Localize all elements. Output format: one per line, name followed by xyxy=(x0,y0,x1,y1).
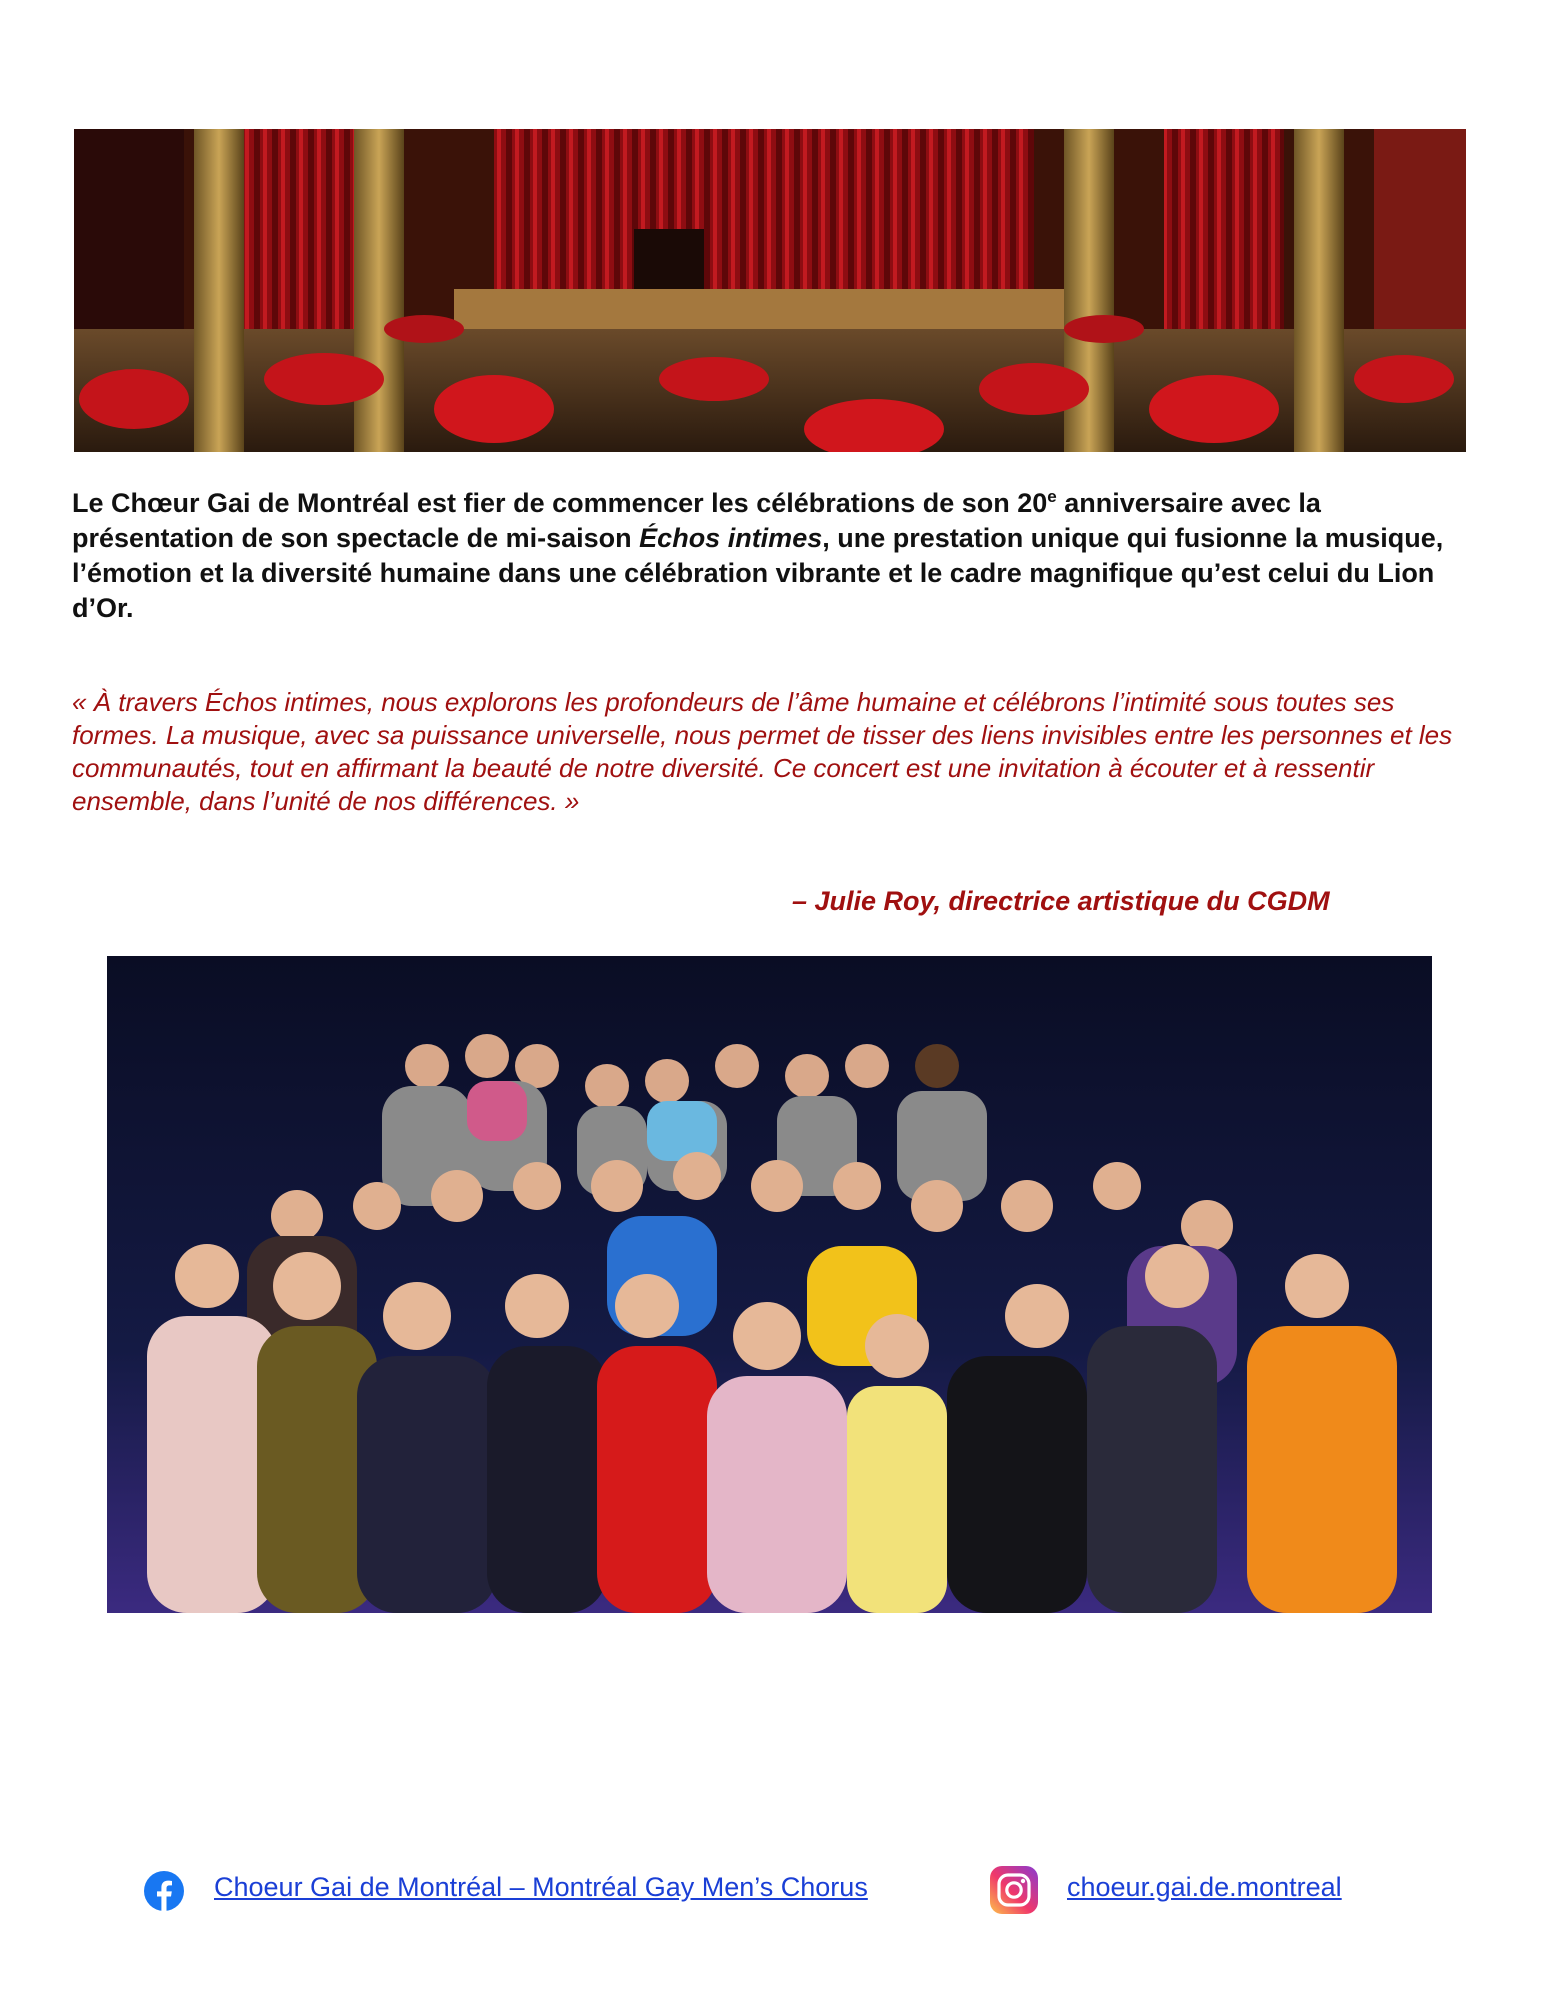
chorus-group-photo xyxy=(107,956,1432,1613)
venue-photo xyxy=(74,129,1466,452)
intro-text-3: , une prestation unique qui fusionne la musique, l’émotion et la diversité humaine dans une célébration vibrante et le cadre magnifique qu’est celui du Lion d’Or. xyxy=(72,523,1444,623)
intro-superscript: e xyxy=(1047,487,1057,506)
show-title: Échos intimes xyxy=(639,523,823,553)
intro-text-1: Le Chœur Gai de Montréal est fier de commencer les célébrations de son 20 xyxy=(72,488,1048,518)
facebook-link[interactable]: Choeur Gai de Montréal – Montréal Gay Men’s Chorus xyxy=(214,1872,868,1902)
intro-text-2: anniversaire avec la présentation de son spectacle de mi-saison xyxy=(72,488,1321,553)
quote-text: « À travers Échos intimes, nous explorons les profondeurs de l’âme humaine et célébrons l’intimité sous toutes ses formes. La musique, avec sa puissance universelle, nous permet de tisser des liens invisibles entre les personnes et les communautés, tout en affirmant la beauté de notre diversité. Ce concert est une invitation à écouter et à ressentir ensemble, dans l’unité de nos différences. » xyxy=(72,687,1453,816)
quote-attribution: – Julie Roy, directrice artistique du CGDM xyxy=(792,886,1330,916)
instagram-link[interactable]: choeur.gai.de.montreal xyxy=(1067,1872,1342,1902)
facebook-icon[interactable] xyxy=(144,1871,184,1911)
instagram-icon[interactable] xyxy=(990,1866,1038,1914)
intro-paragraph xyxy=(72,486,1477,626)
